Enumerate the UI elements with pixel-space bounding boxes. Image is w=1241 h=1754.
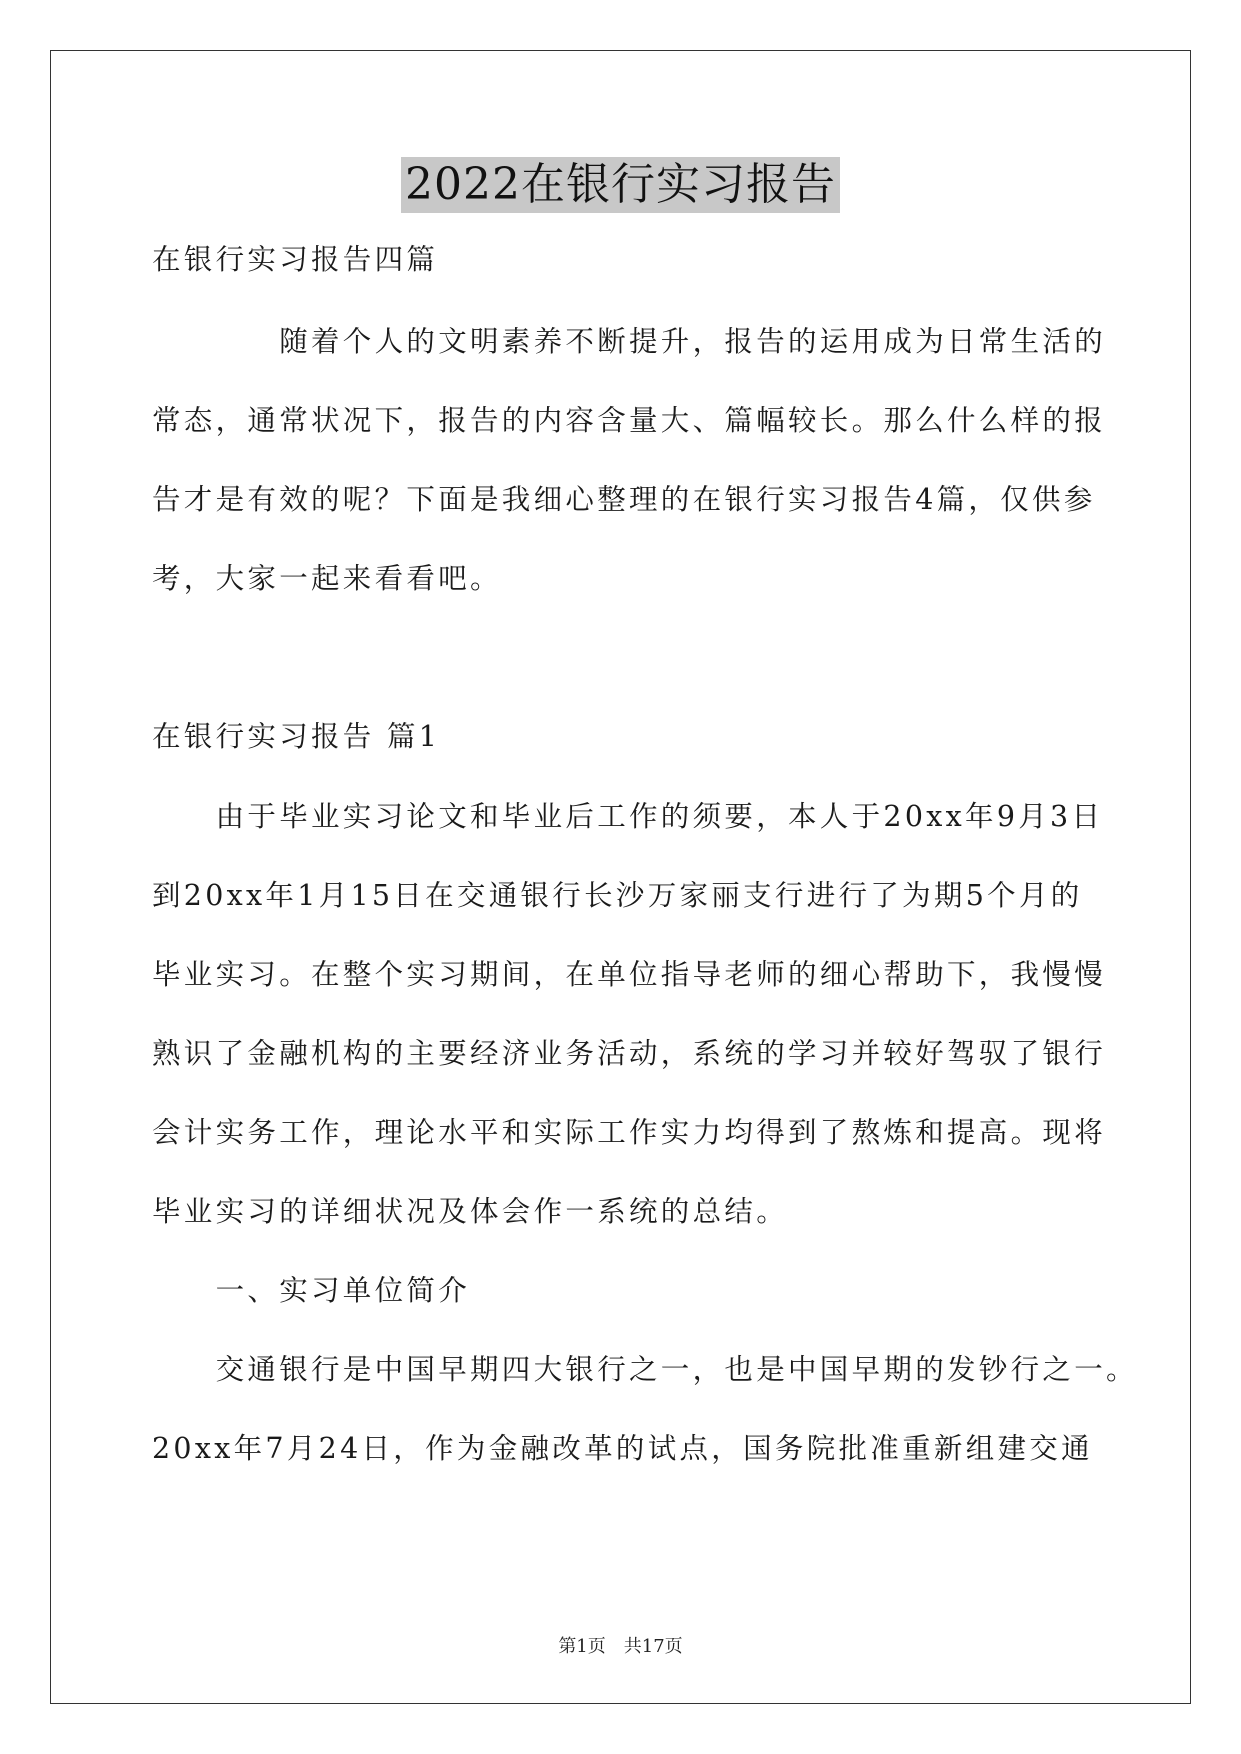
- title-container: [0, 157, 1241, 213]
- text-line: 一、实习单位简介: [152, 1274, 471, 1307]
- page-number-footer: 第1页 共17页: [558, 1636, 683, 1657]
- text-line: 到20xx年1月15日在交通银行长沙万家丽支行进行了为期5个月的: [152, 879, 1083, 912]
- text-line: 交通银行是中国早期四大银行之一，也是中国早期的发钞行之一。: [152, 1353, 1138, 1386]
- text-line: 告才是有效的呢？下面是我细心整理的在银行实习报告4篇，仅供参: [152, 483, 1096, 516]
- text-line: 由于毕业实习论文和毕业后工作的须要，本人于20xx年9月3日: [152, 800, 1104, 833]
- text-line: 毕业实习的详细状况及体会作一系统的总结。: [152, 1195, 789, 1228]
- text-line: 20xx年7月24日，作为金融改革的试点，国务院批准重新组建交通: [152, 1432, 1093, 1465]
- text-line: 熟识了金融机构的主要经济业务活动，系统的学习并较好驾驭了银行: [152, 1037, 1107, 1070]
- text-line: 毕业实习。在整个实习期间，在单位指导老师的细心帮助下，我慢慢: [152, 958, 1107, 991]
- text-line: 会计实务工作，理论水平和实际工作实力均得到了熬炼和提高。现将: [152, 1116, 1107, 1149]
- text-line: 在银行实习报告四篇: [152, 243, 439, 276]
- text-line: 随着个人的文明素养不断提升，报告的运用成为日常生活的: [152, 325, 1107, 358]
- document-title: 2022在银行实习报告: [401, 157, 840, 213]
- text-line: 常态，通常状况下，报告的内容含量大、篇幅较长。那么什么样的报: [152, 404, 1107, 437]
- text-line: 在银行实习报告 篇1: [152, 720, 441, 753]
- text-line: 考，大家一起来看看吧。: [152, 562, 502, 595]
